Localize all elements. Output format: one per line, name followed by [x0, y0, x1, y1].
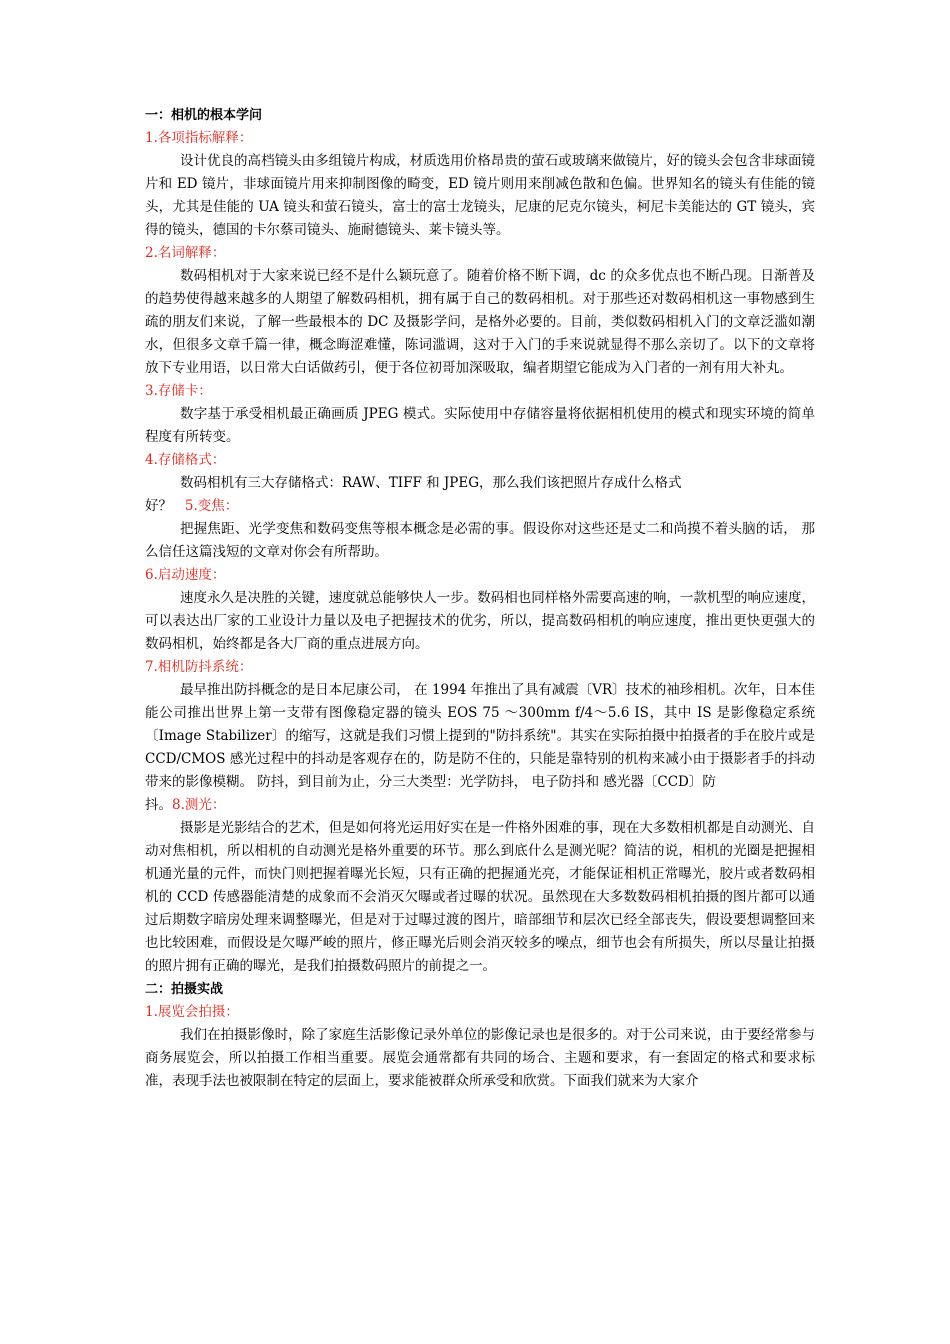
section-title: 二：拍摄实战 — [145, 982, 224, 997]
item-tail: 抖。 — [145, 797, 172, 813]
item-body-continued — [145, 794, 815, 817]
item-heading: 2.名词解释： — [145, 245, 226, 261]
item-body: 我们在拍摄影像时，除了家庭生活影像记录外单位的影像记录也是很多的。对于公司来说，由于要经常参与商务展览会，所以拍摄工作相当重要。展览会通常都有共同的场合、主题和要求，有一套固定的格式和要求标准，表现手法也被限制在特定的层面上，要求能被群众所承受和欣赏。下面我们就来为大家介 — [145, 1027, 815, 1089]
item-heading: 8.测光： — [172, 797, 226, 813]
item-body: 最早推出防抖概念的是日本尼康公司， 在 1994 年推出了具有减震〔VR〕技术的袖珍相机。次年，日本佳能公司推出世界上第一支带有图像稳定器的镜头 EOS 75 ～300mm f/4～5.6 IS，其中 IS 是影像稳定系统〔Image Stabilizer〕的缩写，这就是我们习惯上提到的"防抖系统"。其实在实际拍摄中拍摄者的手在胶片或是 CCD/CMOS 感光过程中的抖动是客观存在的，防是防不住的，只能是靠特别的机构来减小由于摄影者手的抖动带来的影像模糊。 防抖，到目前为止，分三大类型：光学防抖， 电子防抖和 感光器〔CCD〕防 — [145, 682, 815, 790]
item-body: 速度永久是决胜的关键，速度就总能够快人一步。数码相也同样格外需要高速的响，一款机型的响应速度，可以表达出厂家的工业设计力量以及电子把握技术的优劣，所以，提高数码相机的响应速度，推出更快更强大的数码相机，始终都是各大厂商的重点进展方向。 — [145, 590, 815, 652]
item-heading: 3.存储卡： — [145, 383, 212, 399]
item-tail: 好？ — [145, 498, 172, 514]
item-heading: 7.相机防抖系统： — [145, 659, 253, 675]
item-body: 数字基于承受相机最正确画质 JPEG 模式。实际使用中存储容量将依据相机使用的模式和现实环境的简单程度有所转变。 — [145, 406, 815, 445]
item-heading: 6.启动速度： — [145, 567, 226, 583]
section-title: 一：相机的根本学问 — [145, 108, 263, 123]
item-body: 数码相机有三大存储格式：RAW、TIFF 和 JPEG，那么我们该把照片存成什么格式 — [180, 475, 682, 491]
item-body: 设计优良的高档镜头由多组镜片构成，材质选用价格昂贵的萤石或玻璃来做镜片，好的镜头会包含非球面镜片和 ED 镜片，非球面镜片用来抑制图像的畸变，ED 镜片则用来削减色散和色偏。世界知名的镜头有佳能的镜头，尤其是佳能的 UA 镜头和萤石镜头，富士的富士龙镜头，尼康的尼克尔镜头，柯尼卡美能达的 GT 镜头，宾得的镜头，德国的卡尔蔡司镜头、施耐德镜头、莱卡镜头等。 — [145, 153, 815, 238]
document-page — [145, 104, 815, 1093]
item-heading: 4.存储格式： — [145, 452, 226, 468]
item-heading: 5.变焦： — [184, 498, 239, 514]
item-body: 把握焦距、光学变焦和数码变焦等根本概念是必需的事。假设你对这些还是丈二和尚摸不着头脑的话， 那么信任这篇浅短的文章对你会有所帮助。 — [145, 521, 815, 560]
item-body: 摄影是光影结合的艺术，但是如何将光运用好实在是一件格外困难的事，现在大多数相机都是自动测光、自动对焦相机，所以相机的自动测光是格外重要的环节。那么到底什么是测光呢？简洁的说，相机的光圈是把握相机通光量的元件，而快门则把握着曝光长短，只有正确的把握通光亮，才能保证相机正常曝光，胶片或者数码相机的 CCD 传感器能清楚的成象而不会消灭欠曝或者过曝的状况。虽然现在大多数数码相机拍摄的图片都可以通过后期数字暗房处理来调整曝光，但是对于过曝过渡的图片，暗部细节和层次已经全部丧失，假设要想调整回来也比较困难，而假设是欠曝严峻的照片，修正曝光后则会消灭较多的噪点，细节也会有所损失，所以尽量让拍摄的照片拥有正确的曝光，是我们拍摄数码照片的前提之一。 — [145, 820, 815, 974]
item-body: 数码相机对于大家来说已经不是什么颖玩意了。随着价格不断下调，dc 的众多优点也不断凸现。日渐普及的趋势使得越来越多的人期望了解数码相机，拥有属于自己的数码相机。对于那些还对数码相机这一事物感到生疏的朋友们来说，了解一些最根本的 DC 及摄影学问，是格外必要的。目前，类似数码相机入门的文章泛滥如潮水，但很多文章千篇一律，概念晦涩难懂，陈词滥调，这对于入门的手来说就显得不那么亲切了。以下的文章将放下专业用语，以日常大白话做药引，便于各位初哥加深吸取，编者期望它能成为入门者的一剂有用大补丸。 — [145, 268, 815, 376]
item-heading: 1.各项指标解释： — [145, 130, 253, 146]
item-heading: 1.展览会拍摄： — [145, 1004, 239, 1020]
item-body-continued — [145, 495, 815, 518]
